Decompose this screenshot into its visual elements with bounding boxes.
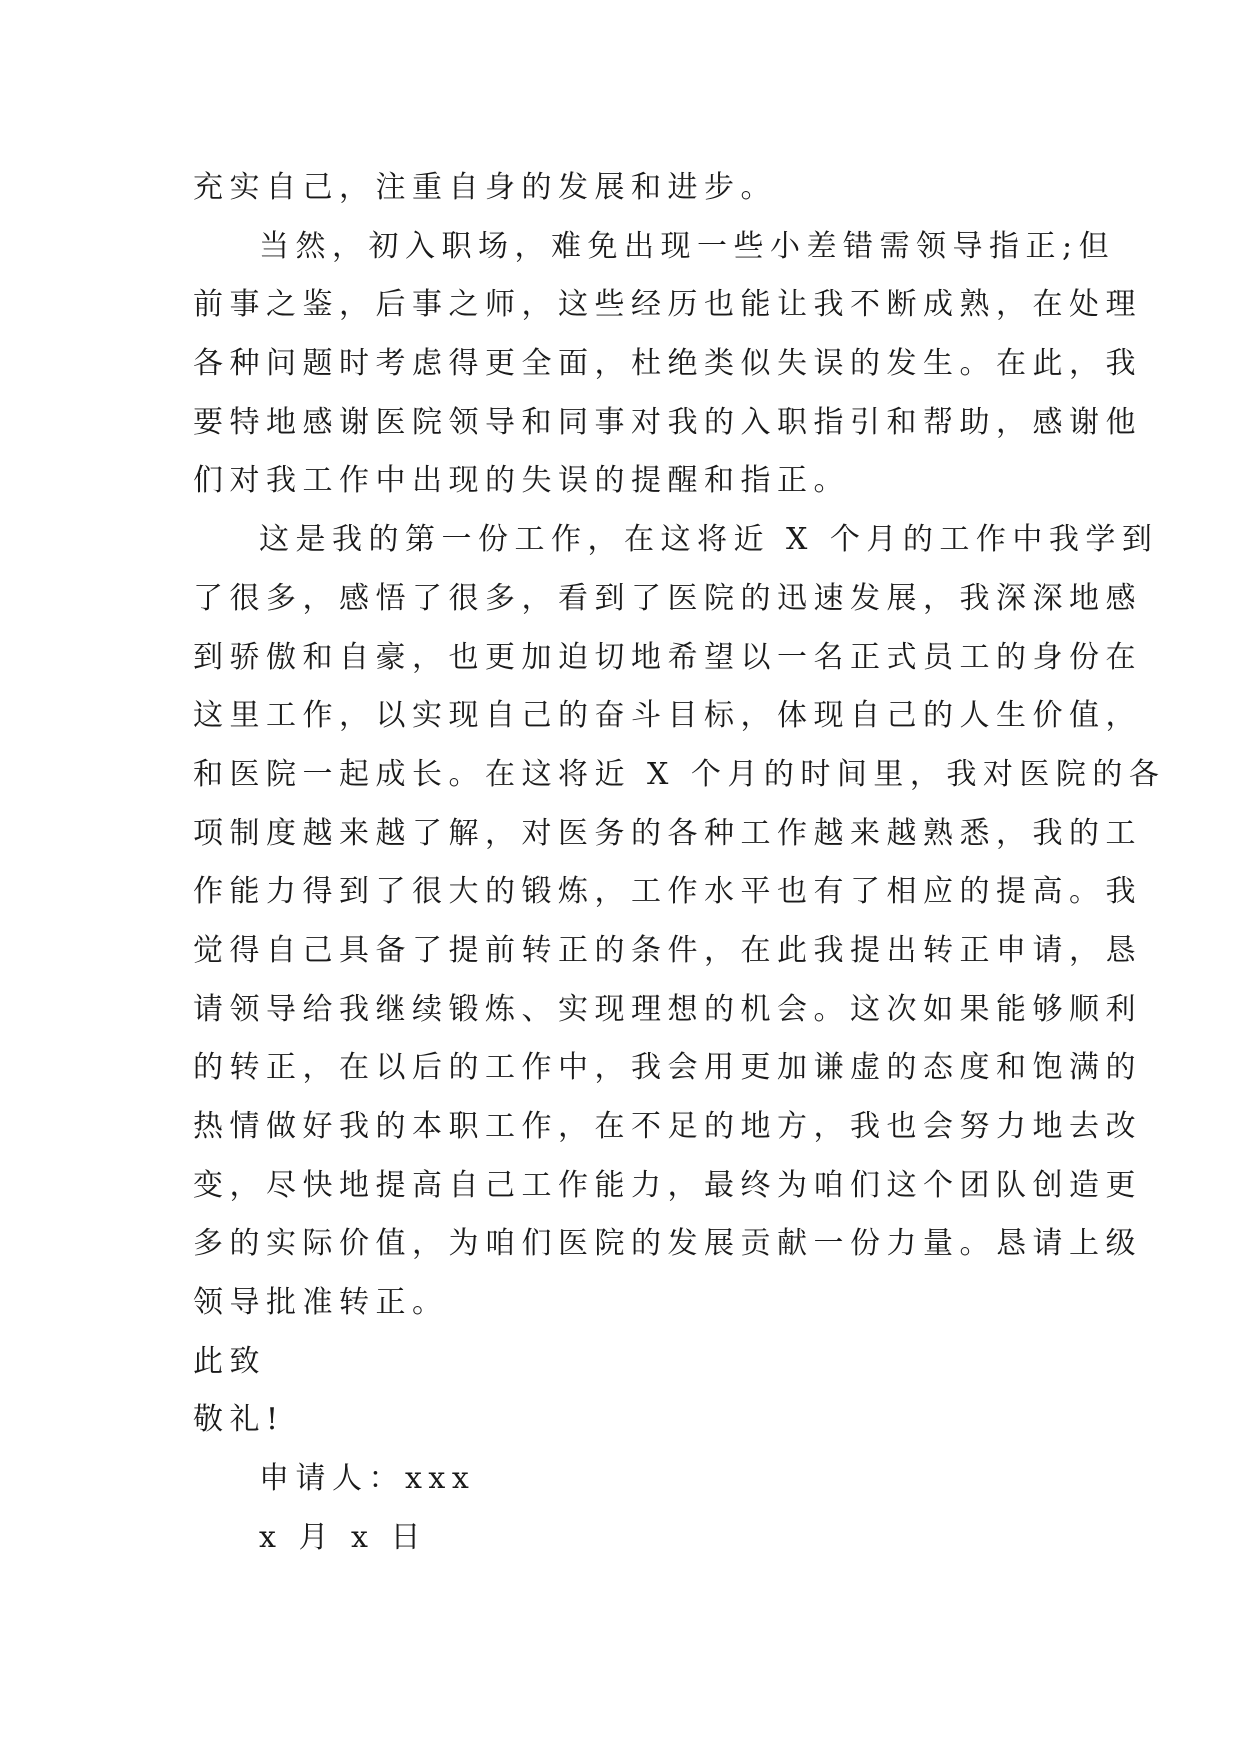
body-line: 作能力得到了很大的锻炼，工作水平也有了相应的提高。我 [193,874,1142,910]
body-line: 请领导给我继续锻炼、实现理想的机会。这次如果能够顺利 [193,991,1142,1027]
body-line: 和医院一起成长。在这将近 X 个月的时间里，我对医院的各 [193,756,1166,792]
body-line: 前事之鉴，后事之师，这些经历也能让我不断成熟，在处理 [193,287,1142,323]
letter-body [193,159,1166,1568]
body-line: 这里工作，以实现自己的奋斗目标，体现自己的人生价值， [193,698,1142,734]
body-line: 们对我工作中出现的失误的提醒和指正。 [193,463,850,499]
body-line: 各种问题时考虑得更全面，杜绝类似失误的发生。在此，我 [193,346,1142,382]
signature-date: x 月 x 日 [259,1519,427,1555]
body-line: 热情做好我的本职工作，在不足的地方，我也会努力地去改 [193,1109,1142,1144]
closing-regards: 敬礼! [193,1402,285,1438]
body-line: 项制度越来越了解，对医务的各种工作越来越熟悉，我的工 [193,815,1142,851]
body-line: 变，尽快地提高自己工作能力，最终为咱们这个团队创造更 [193,1167,1142,1203]
body-line: 领导批准转正。 [193,1285,449,1321]
body-line: 觉得自己具备了提前转正的条件，在此我提出转正申请，恳 [193,932,1142,968]
body-line: 了很多，感悟了很多，看到了医院的迅速发展，我深深地感 [193,580,1142,616]
closing-salutation: 此致 [193,1343,266,1379]
body-line: 的转正，在以后的工作中，我会用更加谦虚的态度和饱满的 [193,1050,1142,1086]
body-line: 要特地感谢医院领导和同事对我的入职指引和帮助，感谢他 [193,404,1142,440]
paragraph-start-line: 当然，初入职场，难免出现一些小差错需领导指正;但 [259,228,1116,264]
body-line: 到骄傲和自豪，也更加迫切地希望以一名正式员工的身份在 [193,639,1142,675]
paragraph-start-line: 这是我的第一份工作，在这将近 X 个月的工作中我学到 [259,522,1159,558]
body-line: 多的实际价值，为咱们医院的发展贡献一份力量。恳请上级 [193,1226,1142,1262]
body-line: 充实自己，注重自身的发展和进步。 [193,170,777,205]
applicant-signature: 申请人：xxx [259,1461,476,1497]
